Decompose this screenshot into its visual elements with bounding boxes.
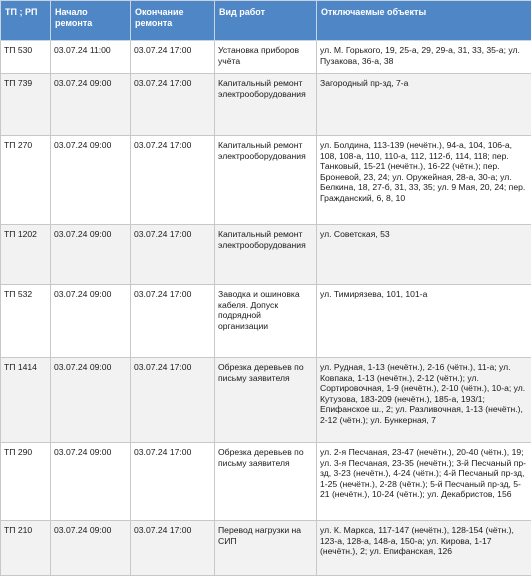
header-work: Вид работ [215,1,317,41]
cell-objects: ул. Советская, 53 [317,225,531,285]
cell-objects: ул. Болдина, 113-139 (нечётн.), 94-а, 104, 106-а, 108, 108-а, 110, 110-а, 112, 112-б, 114, 118; пер. Танковый, 15-21 (нечётн.), 16-22 (чётн.); пер. Броневой, 23, 24; ул. Оружейная, 28-а, 30-а; ул. Белкина, 18, 27-б, 31, 33, 35; ул. 9 Мая, 20, 24; пер. Гражданский, 6, 8, 10 [317,136,531,225]
cell-start: 03.07.24 09:00 [51,521,131,576]
cell-start: 03.07.24 11:00 [51,41,131,74]
header-objects: Отключаемые объекты [317,1,531,41]
table-row [1,521,531,576]
header-end: Окончание ремонта [131,1,215,41]
header-tp: ТП ; РП [1,1,51,41]
cell-end: 03.07.24 17:00 [131,521,215,576]
header-start: Начало ремонта [51,1,131,41]
table-row [1,225,531,285]
cell-objects: ул. М. Горького, 19, 25-а, 29, 29-а, 31, 33, 35-а; ул. Пузакова, 36-а, 38 [317,41,531,74]
cell-work: Капитальный ремонт электрооборудования [215,136,317,225]
cell-tp: ТП 290 [1,443,51,521]
cell-tp: ТП 270 [1,136,51,225]
cell-start: 03.07.24 09:00 [51,358,131,443]
cell-objects: Загородный пр-зд, 7-а [317,74,531,136]
table-row [1,443,531,521]
cell-end: 03.07.24 17:00 [131,41,215,74]
cell-work: Капитальный ремонт электрооборудования [215,225,317,285]
table-row [1,41,531,74]
cell-work: Обрезка деревьев по письму заявителя [215,443,317,521]
cell-end: 03.07.24 17:00 [131,443,215,521]
table-row [1,358,531,443]
cell-objects: ул. 2-я Песчаная, 23-47 (нечётн.), 20-40 (чётн.), 19; ул. 3-я Песчаная, 23-35 (нечётн.); 3-й Песчаный пр-зд, 3-23 (нечётн.), 4-24 (чётн.); 4-й Песчаный пр-зд, 1-25 (нечётн.), 2-28 (чётн.); 5-й Песчаный пр-зд, 5-21 (нечётн.), 10-24 (чётн.); ул. Декабристов, 156 [317,443,531,521]
cell-work: Установка приборов учёта [215,41,317,74]
cell-end: 03.07.24 17:00 [131,74,215,136]
cell-end: 03.07.24 17:00 [131,285,215,358]
cell-work: Капитальный ремонт электрооборудования [215,74,317,136]
cell-objects: ул. К. Маркса, 117-147 (нечётн.), 128-154 (чётн.), 123-а, 128-а, 148-а, 150-а; ул. Кирова, 1-17 (нечётн.), 2; ул. Епифанская, 126 [317,521,531,576]
cell-tp: ТП 739 [1,74,51,136]
cell-end: 03.07.24 17:00 [131,225,215,285]
table-row [1,285,531,358]
table-row [1,74,531,136]
cell-work: Обрезка деревьев по письму заявителя [215,358,317,443]
cell-tp: ТП 532 [1,285,51,358]
table-header-row [1,1,531,41]
cell-end: 03.07.24 17:00 [131,358,215,443]
cell-tp: ТП 530 [1,41,51,74]
cell-tp: ТП 1202 [1,225,51,285]
cell-start: 03.07.24 09:00 [51,443,131,521]
cell-end: 03.07.24 17:00 [131,136,215,225]
cell-tp: ТП 1414 [1,358,51,443]
cell-work: Перевод нагрузки на СИП [215,521,317,576]
cell-start: 03.07.24 09:00 [51,225,131,285]
cell-objects: ул. Тимирязева, 101, 101-а [317,285,531,358]
cell-objects: ул. Рудная, 1-13 (нечётн.), 2-16 (чётн.), 11-а; ул. Ковпака, 1-13 (нечётн.), 2-12 (чётн.); ул. Сортировочная, 1-9 (нечётн.), 2-10 (чётн.), 10-а; ул. Кутузова, 183-209 (нечётн.), 185-а, 193/1; Епифанское ш., 2; ул. Разливочная, 1-13 (нечётн.), 2-12 (чётн.); ул. Бункерная, 7 [317,358,531,443]
cell-tp: ТП 210 [1,521,51,576]
cell-start: 03.07.24 09:00 [51,136,131,225]
table-row [1,136,531,225]
cell-work: Заводка и ошиновка кабеля. Допуск подрядной организации [215,285,317,358]
cell-start: 03.07.24 09:00 [51,285,131,358]
cell-start: 03.07.24 09:00 [51,74,131,136]
